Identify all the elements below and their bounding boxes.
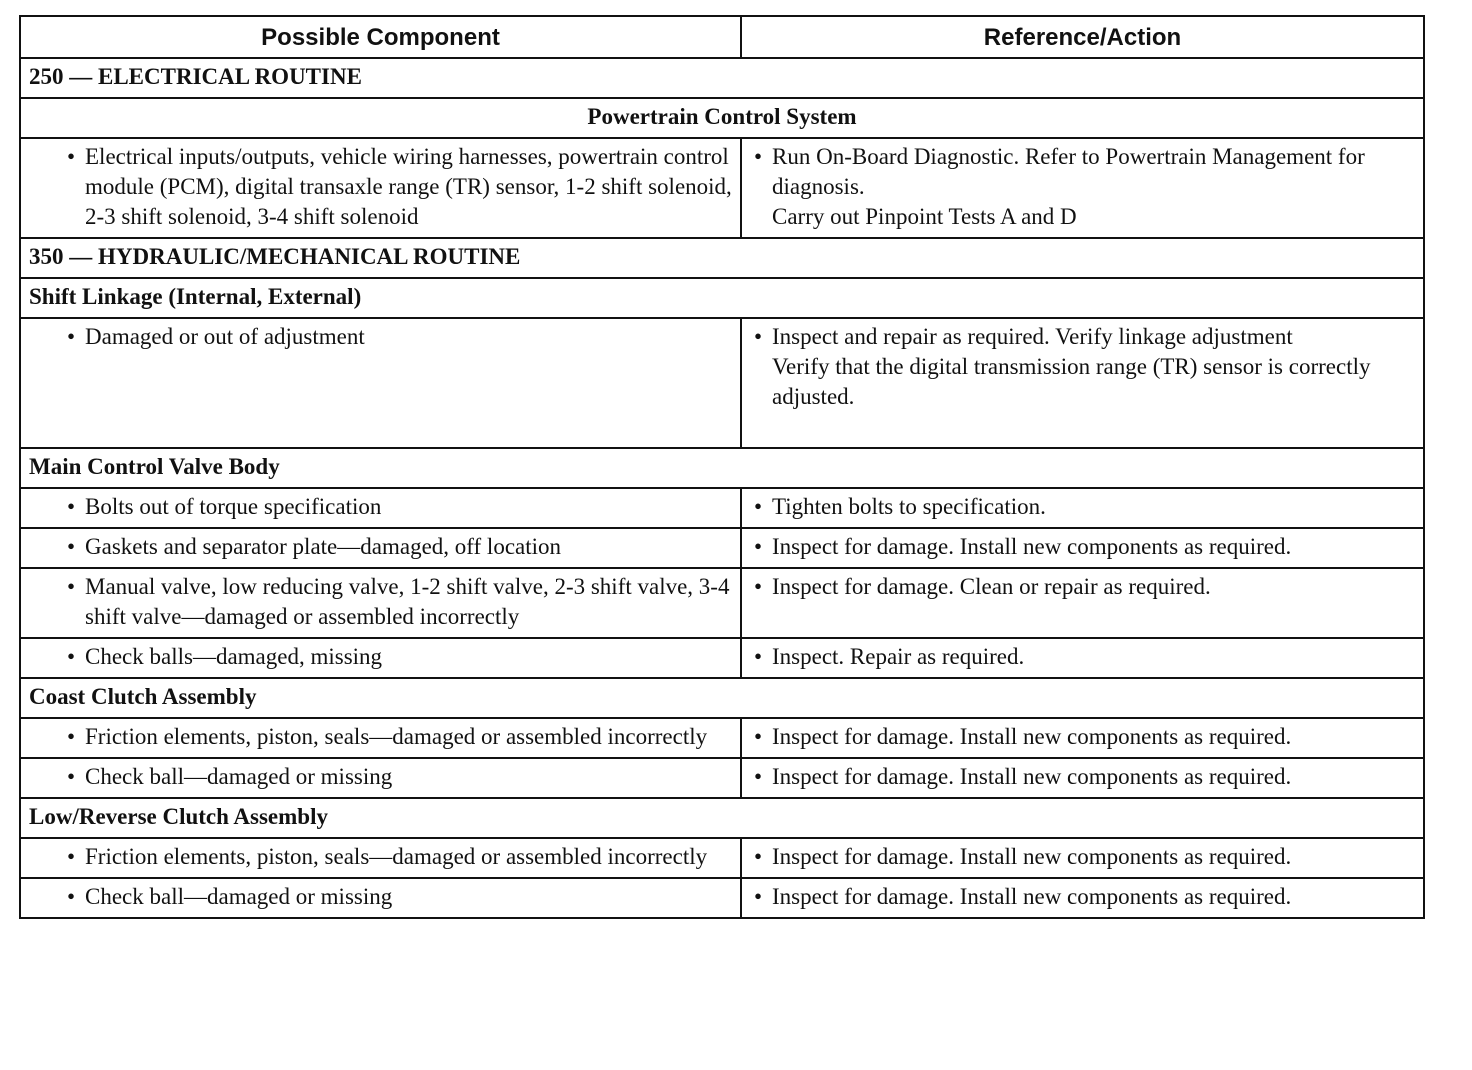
bullet-glyph: •: [754, 764, 763, 789]
component-cell: [20, 488, 741, 528]
component-cell: [20, 838, 741, 878]
action-text: Inspect and repair as required. Verify linkage adjustment: [772, 324, 1293, 349]
bullet-glyph: •: [67, 324, 76, 349]
bullet-glyph: •: [754, 494, 763, 519]
table-row: [20, 878, 1424, 918]
action-cell: [741, 318, 1424, 448]
action-text: Run On-Board Diagnostic. Refer to Powertrain Management for diagnosis.: [772, 144, 1365, 199]
table-row: [20, 528, 1424, 568]
group-title-coast-clutch: Coast Clutch Assembly: [20, 678, 1424, 718]
group-row: [20, 448, 1424, 488]
component-text: Bolts out of torque specification: [85, 494, 382, 519]
diagnosis-table: [19, 15, 1425, 919]
bullet-glyph: •: [67, 574, 76, 599]
header-reference-action: Reference/Action: [741, 16, 1424, 58]
component-cell: [20, 878, 741, 918]
component-cell: [20, 318, 741, 448]
component-text: Check ball—damaged or missing: [85, 884, 393, 909]
component-text: Check ball—damaged or missing: [85, 764, 393, 789]
component-cell: [20, 528, 741, 568]
component-text: Friction elements, piston, seals—damaged or assembled incorrectly: [85, 724, 708, 749]
action-cell: [741, 638, 1424, 678]
action-text: Verify that the digital transmission range (TR) sensor is correctly adjusted.: [772, 354, 1371, 409]
table-row: [20, 318, 1424, 448]
routine-title-electrical: 250 — ELECTRICAL ROUTINE: [20, 58, 1424, 98]
table-row: [20, 488, 1424, 528]
component-text: Damaged or out of adjustment: [85, 324, 365, 349]
bullet-glyph: •: [754, 574, 763, 599]
bullet-glyph: •: [754, 144, 763, 169]
bullet-glyph: •: [67, 724, 76, 749]
group-title-low-reverse: Low/Reverse Clutch Assembly: [20, 798, 1424, 838]
action-text: Inspect for damage. Install new components as required.: [772, 844, 1292, 869]
group-row: [20, 798, 1424, 838]
action-cell: [741, 838, 1424, 878]
component-text: Gaskets and separator plate—damaged, off location: [85, 534, 562, 559]
group-title-main-control: Main Control Valve Body: [20, 448, 1424, 488]
bullet-glyph: •: [67, 844, 76, 869]
component-text: Electrical inputs/outputs, vehicle wiring harnesses, powertrain control module (PCM), digital transaxle range (TR) sensor, 1-2 shift solenoid, 2-3 shift solenoid, 3-4 shift solenoid: [85, 144, 732, 229]
table-row: [20, 718, 1424, 758]
table-row: [20, 758, 1424, 798]
bullet-glyph: •: [754, 324, 763, 349]
component-cell: [20, 568, 741, 638]
group-title-powertrain: Powertrain Control System: [20, 98, 1424, 138]
action-cell: [741, 138, 1424, 238]
bullet-glyph: •: [67, 144, 76, 169]
bullet-glyph: •: [67, 534, 76, 559]
action-text: Inspect for damage. Install new components as required.: [772, 534, 1292, 559]
routine-row: [20, 58, 1424, 98]
action-cell: [741, 718, 1424, 758]
component-cell: [20, 638, 741, 678]
bullet-glyph: •: [67, 494, 76, 519]
action-text: Inspect for damage. Clean or repair as required.: [772, 574, 1211, 599]
action-cell: [741, 488, 1424, 528]
action-text: Inspect for damage. Install new components as required.: [772, 884, 1292, 909]
group-row: [20, 678, 1424, 718]
table-row: [20, 838, 1424, 878]
table-row: [20, 638, 1424, 678]
action-cell: [741, 878, 1424, 918]
header-possible-component: Possible Component: [20, 16, 741, 58]
action-text: Tighten bolts to specification.: [772, 494, 1046, 519]
component-text: Manual valve, low reducing valve, 1-2 shift valve, 2-3 shift valve, 3-4 shift valve—damaged or assembled incorrectly: [85, 574, 730, 629]
action-text: Inspect for damage. Install new components as required.: [772, 724, 1292, 749]
action-cell: [741, 528, 1424, 568]
header-row: [20, 16, 1424, 58]
action-text: Inspect for damage. Install new components as required.: [772, 764, 1292, 789]
bullet-glyph: •: [754, 844, 763, 869]
action-cell: [741, 758, 1424, 798]
component-text: Check balls—damaged, missing: [85, 644, 383, 669]
group-row: [20, 278, 1424, 318]
component-cell: [20, 758, 741, 798]
group-row: [20, 98, 1424, 138]
table-row: [20, 138, 1424, 238]
bullet-glyph: •: [754, 644, 763, 669]
bullet-glyph: •: [67, 884, 76, 909]
bullet-glyph: •: [754, 534, 763, 559]
routine-title-hydraulic: 350 — HYDRAULIC/MECHANICAL ROUTINE: [20, 238, 1424, 278]
routine-row: [20, 238, 1424, 278]
action-text: Inspect. Repair as required.: [772, 644, 1025, 669]
table-row: [20, 568, 1424, 638]
action-cell: [741, 568, 1424, 638]
bullet-glyph: •: [754, 884, 763, 909]
action-text: Carry out Pinpoint Tests A and D: [772, 204, 1077, 229]
component-cell: [20, 138, 741, 238]
component-text: Friction elements, piston, seals—damaged or assembled incorrectly: [85, 844, 708, 869]
group-title-shift-linkage: Shift Linkage (Internal, External): [20, 278, 1424, 318]
bullet-glyph: •: [67, 644, 76, 669]
bullet-glyph: •: [67, 764, 76, 789]
component-cell: [20, 718, 741, 758]
bullet-glyph: •: [754, 724, 763, 749]
